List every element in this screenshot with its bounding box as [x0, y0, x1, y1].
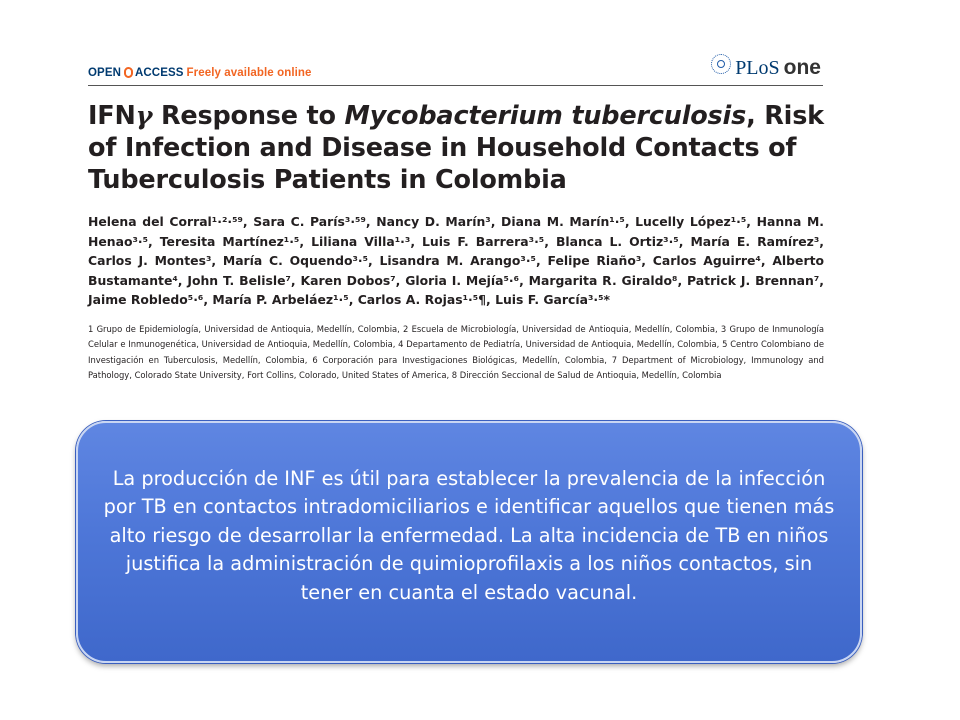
title-segment-1: Response to: [152, 101, 345, 131]
one-wordmark: one: [783, 56, 821, 79]
title-segment-2: , Risk of Infection and Disease in Household Contacts of Tuberculosis Patients in Colombia: [88, 101, 824, 195]
title-ifn: IFN: [88, 101, 136, 131]
plos-globe-icon: [711, 54, 731, 74]
plos-wordmark: PLoS: [735, 57, 780, 79]
open-access-banner: [88, 67, 312, 79]
affiliations: 1 Grupo de Epidemiología, Universidad de Antioquia, Medellín, Colombia, 2 Escuela de Microbiología, Universidad de Antioquia, Medellín, Colombia, 3 Grupo de Inmunología Celular e Inmunogenética, Universidad de Antioquia, Medellín, Colombia, 4 Departamento de Pediatría, Universidad de Antioquia, Medellín, Colombia, 5 Centro Colombiano de Investigación en Tuberculosis, Medellín, Colombia, 6 Corporación para Investigaciones Biológicas, Medellín, Colombia, 7 Department of Microbiology, Immunology and Pathology, Colorado State University, Fort Collins, Colorado, United States of America, 8 Dirección Seccional de Salud de Antioquia, Medellín, Colombia: [88, 324, 824, 380]
summary-callout-box: [76, 421, 862, 663]
open-access-lock-icon: [124, 67, 133, 78]
summary-callout-text: La producción de INF es útil para establecer la prevalencia de la infección por TB en contactos intradomiciliarios e identificar aquellos que tienen más alto riesgo de desarrollar la enfermedad. La alta incidencia de TB en niños justifica la administración de quimioprofilaxis a los niños contactos, sin tener en cuanta el estado vacunal.: [103, 466, 835, 604]
title-organism: Mycobacterium tuberculosis: [344, 101, 747, 131]
journal-header: [88, 54, 823, 86]
access-label: ACCESS: [135, 67, 184, 79]
title-gamma-symbol: γ: [135, 101, 153, 131]
author-list: Helena del Corral¹·²·⁵⁹, Sara C. París³·⁵⁹, Nancy D. Marín³, Diana M. Marín¹·⁵, Lucelly López¹·⁵, Hanna M. Henao³·⁵, Teresita Martínez¹·⁵, Liliana Villa¹·³, Luis F. Barrera³·⁵, Blanca L. Ortiz³·⁵, María E. Ramírez³, Carlos J. Montes³, María C. Oquendo³·⁵, Lisandra M. Arango³·⁵, Felipe Riaño³, Carlos Aguirre⁴, Alberto Bustamante⁴, John T. Belisle⁷, Karen Dobos⁷, Gloria I. Mejía⁵·⁶, Margarita R. Giraldo⁸, Patrick J. Brennan⁷, Jaime Robledo⁵·⁶, María P. Arbeláez¹·⁵, Carlos A. Rojas¹·⁵¶, Luis F. García³·⁵*: [88, 214, 824, 307]
freely-available-label: Freely available online: [186, 67, 312, 79]
open-label: OPEN: [88, 67, 121, 79]
plos-one-logo: [711, 54, 821, 80]
paper-title: [88, 100, 828, 196]
header-divider: [88, 85, 823, 86]
